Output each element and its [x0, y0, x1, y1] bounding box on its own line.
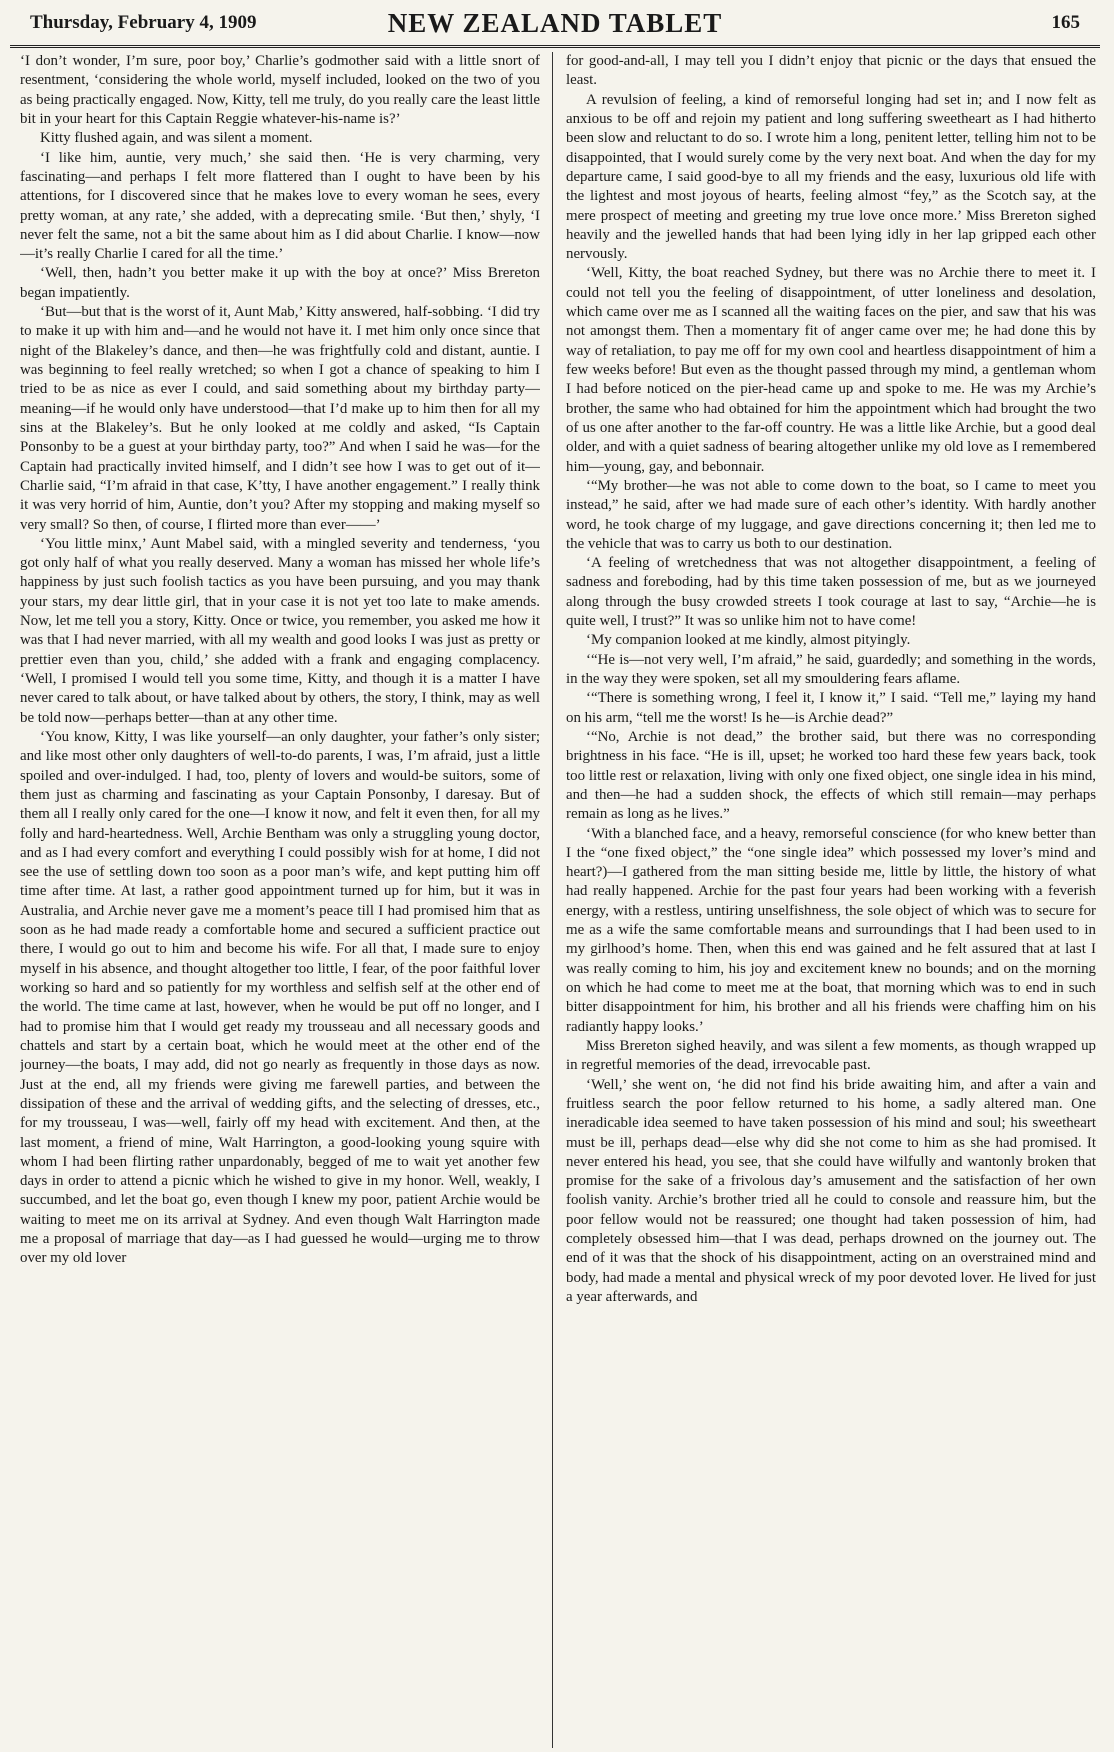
- paragraph: ‘With a blanched face, and a heavy, remorseful conscience (for who knew better than I the “one fixed object,” the “one single idea” which possessed my lover’s mind and heart?)—I gathered from the man sitting beside me, little by little, the history of what had really happened. Archie for the past four years had been working with a feverish energy, with a restless, untiring unselfishness, the sole object of which was to secure for me as a wife the same comfortable means and surroundings that I had been used to in my girlhood’s home. Then, when this end was gained and he felt assured that at last I was really coming to him, his joy and excitement knew no bounds; and on the morning on which he had come to meet me at the boat, that morning which was to end in such bitter disappointment for him, his brother and all his friends were chaffing him on his radiantly happy looks.’: [566, 825, 1096, 1035]
- page-number: 165: [1051, 12, 1080, 33]
- paragraph: ‘I like him, auntie, very much,’ she said then. ‘He is very charming, very fascinating—and perhaps I felt more flattered than I ought to have been by his attentions, for I discovered since that he makes love to every woman he sees, every pretty woman, at any rate,’ she added, with a deprecating smile. ‘But then,’ shyly, ‘I never felt the same, not a bit the same about him as I did about Charlie. I know—now—it’s really Charlie I cared for all the time.’: [20, 149, 540, 263]
- publication-title: NEW ZEALAND TABLET: [387, 8, 723, 38]
- left-column: [20, 52, 540, 1748]
- paragraph: ‘“He is—not very well, I’m afraid,” he said, guardedly; and something in the words, in the way they were spoken, set all my smouldering fears aflame.: [566, 651, 1096, 687]
- right-column: [566, 52, 1096, 1748]
- issue-date: Thursday, February 4, 1909: [30, 12, 257, 33]
- paragraph: Kitty flushed again, and was silent a moment.: [40, 130, 313, 147]
- paragraph: ‘Well,’ she went on, ‘he did not find his bride awaiting him, and after a vain and fruitless search the poor fellow returned to his home, a sadly altered man. One ineradicable idea seemed to have taken possession of his mind and soul; his sweetheart must be ill, perhaps dead—else why did she not come to him as she had promised. It never entered his head, you see, that she could have wilfully and wantonly broken that promise for the sake of a frivolous day’s amusement and the satisfaction of her own foolish vanity. Archie’s brother tried all he could to console and reassure him, but the poor fellow would not be reassured; one thought had taken possession of him, had completely obsessed him—that I was dead, perhaps drowned on the journey out. The end of it was that the shock of his disappointment, acting on an overstrained mind and body, had made a mental and physical wreck of my poor devoted lover. He lived for just a year afterwards, and: [566, 1076, 1096, 1305]
- paragraph: ‘“My brother—he was not able to come down to the boat, so I came to meet you instead,” he said, after we had made sure of each other’s identity. With hardly another word, he took charge of my luggage, and gave directions concerning it; then led me to the vehicle that was to carry us both to our destination.: [566, 477, 1096, 552]
- column-divider: [552, 52, 553, 1748]
- paragraph: ‘“There is something wrong, I feel it, I know it,” I said. “Tell me,” laying my hand on his arm, “tell me the worst! Is he—is Archie dead?”: [566, 690, 1096, 726]
- paragraph: ‘You little minx,’ Aunt Mabel said, with a mingled severity and tenderness, ‘you got only half of what you really deserved. Many a woman has missed her whole life’s happiness by just such foolish tactics as you have been pursuing, and you may thank your stars, my dear little girl, that in your case it is not yet too late to make amends. Now, let me tell you a story, Kitty. Once or twice, you remember, you asked me how it was that I had never married, with all my wealth and good looks I was just as pretty or prettier even than you, child,’ she added with a frank and engaging complacency. ‘Well, I promised I would tell you some time, Kitty, and though it is a matter I have never cared to talk about, or have talked about by others, the story, I think, may as well be told now—perhaps better—than at any other time.: [20, 535, 540, 726]
- paragraph: ‘You know, Kitty, I was like yourself—an only daughter, your father’s only sister; and like most other only daughters of well-to-do parents, I was, I’m afraid, just a little spoiled and over-indulged. I had, too, plenty of lovers and would-be suitors, some of them just as charming and fascinating as your Captain Ponsonby, I daresay. But of them all I really only cared for the one—I know it now, and felt it even then, for all my folly and hard-heartedness. Well, Archie Bentham was only a struggling young doctor, and as I had every comfort and everything I could possibly wish for at home, I did not see the use of settling down too soon as a poor man’s wife, and kept putting him off time after time. At last, a rather good appointment turned up for him, but it was in Australia, and Archie never gave me a moment’s peace till I had promised him that as soon as he had made ready a comfortable home and secured a sufficient practice out there, I would go out to him and become his wife. For all that, I made sure to enjoy myself in his absence, and thought altogether too little, I fear, of the poor faithful lover working so hard and so patiently for my worthless and selfish self at the other end of the world. The time came at last, however, when he would be put off no longer, and I had to promise him that I would get ready my trousseau and all necessary goods and chattels and start by a certain boat, which he would meet at the other end of the journey—the boats, I may add, did not go nearly as frequently in those days as now. Just at the end, all my friends were giving me farewell parties, and between the dissipation of these and the arrival of wedding gifts, and the selecting of dresses, etc., for my trousseau, I was—well, fairly off my head with excitement. And then, at the last moment, a friend of mine, Walt Harrington, a good-looking young squire with whom I had been flirting rather unpardonably, begged of me to wait yet another few days in order to attend a picnic which he wished to give in my honor. Well, weakly, I succumbed, and let the boat go, even though I knew my poor, patient Archie would be waiting to meet me on its arrival at Sydney. And even though Walt Harrington made me a proposal of marriage that day—as I had guessed he would—urging me to throw over my old lover: [20, 728, 540, 1267]
- paragraph: ‘Well, Kitty, the boat reached Sydney, but there was no Archie there to meet it. I could not tell you the feeling of disappointment, of utter loneliness and desolation, which came over me as I scanned all the waiting faces on the pier, and saw that his was not amongst them. Then a momentary fit of anger came over me; he had done this by way of retaliation, to pay me off for my own cool and heartless disappointment of him a few weeks before! But even as the thought passed through my mind, a gentleman whom I had before noticed on the pier-head came up and spoke to me. He was my Archie’s brother, the same who had obtained for him the appointment which had brought the two of us one after another to the far-off country. He was a little like Archie, but a good deal older, and with a quiet sadness of bearing altogether unlike my old love as I remembered him—young, gay, and bebonnair.: [566, 265, 1096, 475]
- paragraph: ‘“No, Archie is not dead,” the brother said, but there was no corresponding brightness in his face. “He is ill, upset; he worked too hard these few years back, took too little rest or relaxation, living with only one fixed object, one single idea in his mind, and then—he had a sudden shock, the effects of which still remain—may perhaps remain as long as he lives.”: [566, 728, 1096, 823]
- paragraph: ‘But—but that is the worst of it, Aunt Mab,’ Kitty answered, half-sobbing. ‘I did try to make it up with him and—and he would not have it. I met him only once since that night of the Blakeley’s dance, and then—he was frightfully cold and distant, auntie. I was beginning to feel really wretched; so when I got a chance of speaking to him I tried to be as nice as ever I could, and said something about my birthday party—meaning—if he would only have understood—that I’d make up to him then for all my sins at the Blakeley’s. But he only looked at me coldly and asked, “Is Captain Ponsonby to be a guest at your birthday party, too?” And when I said he was—for the Captain had practically invited himself, and I didn’t see how I was to get out of it—Charlie said, “I’m afraid in that case, K’tty, I have another engagement.” I really think it was very horrid of him, Auntie, don’t you? After my stopping and making myself so very small? So then, of course, I flirted more than ever——’: [20, 304, 540, 533]
- paragraph: for good-and-all, I may tell you I didn’t enjoy that picnic or the days that ensued the least.: [566, 53, 1096, 89]
- paragraph: A revulsion of feeling, a kind of remorseful longing had set in; and I now felt as anxious to be off and rejoin my patient and long suffering sweetheart as I had hitherto been slow and reluctant to do so. I wrote him a long, penitent letter, telling him not to be disappointed, that I would surely come by the very next boat. And when the day for my departure came, I said good-bye to all my friends and the easy, luxurious old life with the lightest and most joyous of hearts, feeling almost “fey,” as the Scotch say, at the mere prospect of meeting and greeting my true love once more.’ Miss Brereton sighed heavily and the jewelled hands that had been lying idly in her lap gripped each other nervously.: [566, 91, 1096, 263]
- paragraph: ‘Well, then, hadn’t you better make it up with the boy at once?’ Miss Brereton began impatiently.: [20, 265, 540, 301]
- paragraph: ‘A feeling of wretchedness that was not altogether disappointment, a feeling of sadness and foreboding, had by this time taken possession of me, but as we journeyed along through the busy crowded streets I took courage at last to say, “Archie—he is quite well, I trust?” It was so unlike him not to have come!: [566, 555, 1096, 630]
- paragraph: ‘I don’t wonder, I’m sure, poor boy,’ Charlie’s godmother said with a little snort of resentment, ‘considering the whole world, myself included, looked on the two of you as being practically engaged. Now, Kitty, tell me truly, do you really care the least little bit in your heart for this Captain Reggie whatever-his-name is?’: [20, 53, 540, 127]
- article-columns: [10, 52, 1104, 1748]
- paragraph: ‘My companion looked at me kindly, almost pityingly.: [586, 632, 911, 649]
- masthead: [10, 8, 1100, 48]
- paragraph: Miss Brereton sighed heavily, and was silent a few moments, as though wrapped up in regretful memories of the dead, irrevocable past.: [566, 1037, 1096, 1074]
